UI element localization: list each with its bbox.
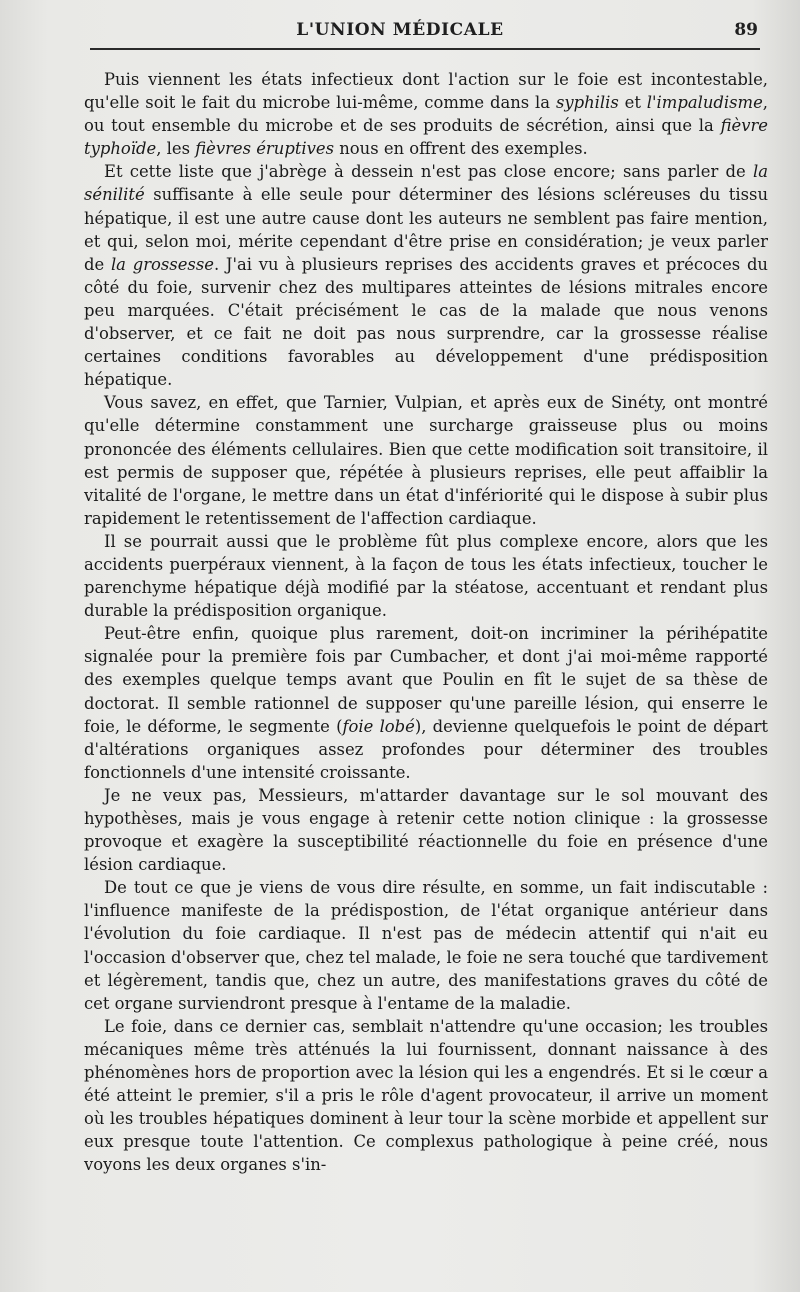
paragraph xyxy=(84,784,768,876)
text-run: Et cette liste que j'abrège à dessein n'est pas close encore; sans parler de xyxy=(104,162,753,182)
text-run: ), devienne quelquefois le point de départ d'altérations organiques assez profondes pour déterminer des troubles fonctionnels d'une intensité croissante. xyxy=(84,716,768,782)
running-title: L'UNION MÉDICALE xyxy=(296,20,504,40)
text-run: . J'ai vu à plusieurs reprises des accidents graves et précoces du côté du foie, survenir chez des multipares atteintes de lésions mitrales encore peu marquées. C'était précisément le cas de la malade que nous venons d'observer, et ce fait ne doit pas nous surprendre, car la grossesse réalise certaines conditions favorables au développement d'une prédisposition hépatique. xyxy=(84,254,768,390)
text-run: Peut-être enfin, quoique plus rarement, doit-on incriminer la périhépatite signalée pour la première fois par Cumbacher, et dont j'ai moi-même rapporté des exemples quelque temps avant que Poulin en fît le sujet de sa thèse de doctorat. Il semble rationnel de supposer qu'une pareille lésion, qui enserre le foie, le déforme, le segmente ( xyxy=(84,624,768,736)
paragraph xyxy=(84,68,768,160)
italic-text: l'impaludisme xyxy=(646,93,763,113)
paragraph xyxy=(84,160,768,391)
page-header xyxy=(0,18,800,48)
text-run: et xyxy=(618,93,647,113)
italic-text: la sénilité xyxy=(84,162,768,205)
italic-text: fièvre typhoïde xyxy=(84,116,768,159)
text-run: nous en offrent des exemples. xyxy=(334,139,588,159)
text-run: , ou tout ensemble du microbe et de ses produits de sécrétion, ainsi que la xyxy=(84,93,768,136)
text-run: De tout ce que je viens de vous dire résulte, en somme, un fait indiscutable : l'influence manifeste de la prédispostion, de l'état organique antérieur dans l'évolution du foie cardiaque. Il n'est pas de médecin attentif qui n'ait eu l'occasion d'observer que, chez tel malade, le foie ne sera touché que tardivement et légèrement, tandis que, chez un autre, des manifestations graves du côté de cet organe surviendront presque à l'entame de la maladie. xyxy=(84,878,768,1013)
italic-text: syphilis xyxy=(555,93,619,113)
text-run: Il se pourrait aussi que le problème fût plus complexe encore, alors que les accidents puerpéraux viennent, à la façon de tous les états infectieux, toucher le parenchyme hépatique déjà modifié par la stéatose, accentuant et rendant plus durable la prédisposition organique. xyxy=(84,531,768,621)
italic-text: fièvres éruptives xyxy=(195,139,335,159)
paragraph xyxy=(84,530,768,622)
italic-text: foie lobé xyxy=(342,716,415,736)
paragraph xyxy=(84,876,768,1015)
body-text xyxy=(84,68,768,1177)
paragraph xyxy=(84,391,768,530)
text-run: Puis viennent les états infectieux dont l'action sur le foie est incontestable, qu'elle soit le fait du microbe lui-même, comme dans la xyxy=(84,70,768,113)
paragraph xyxy=(84,622,768,784)
text-run: suffisante à elle seule pour déterminer des lésions scléreuses du tissu hépatique, il est une autre cause dont les auteurs ne semblent pas faire mention, et qui, selon moi, mérite cependant d'être prise en considération; je veux parler de xyxy=(84,185,768,274)
paragraph xyxy=(84,1015,768,1177)
page-number: 89 xyxy=(734,20,758,40)
text-run: Vous savez, en effet, que Tarnier, Vulpian, et après eux de Sinéty, ont montré qu'elle détermine constamment une surcharge graisseuse plus ou moins prononcée des éléments cellulaires. Bien que cette modification soit transitoire, il est permis de supposer que, répétée à plusieurs reprises, elle peut affaiblir la vitalité de l'organe, le mettre dans un état d'infériorité qui le dispose à subir plus rapidement le retentissement de l'affection cardiaque. xyxy=(84,393,768,528)
header-rule xyxy=(90,48,760,50)
text-run: Le foie, dans ce dernier cas, semblait n'attendre qu'une occasion; les troubles mécaniques même très atténués la lui fournissent, donnant naissance à des phénomènes hors de proportion avec la lésion qui les a engendrés. Et si le cœur a été atteint le premier, s'il a pris le rôle d'agent provocateur, il arrive un moment où les troubles hépatiques dominent à leur tour la scène morbide et appellent sur eux presque toute l'attention. Ce complexus pathologique à peine créé, nous voyons les deux organes s'in- xyxy=(84,1016,768,1175)
text-run: Je ne veux pas, Messieurs, m'attarder davantage sur le sol mouvant des hypothèses, mais je vous engage à retenir cette notion clinique : la grossesse provoque et exagère la susceptibilité réactionnelle du foie en présence d'une lésion cardiaque. xyxy=(84,785,768,875)
text-run: , les xyxy=(156,139,196,159)
italic-text: la grossesse xyxy=(110,254,214,274)
